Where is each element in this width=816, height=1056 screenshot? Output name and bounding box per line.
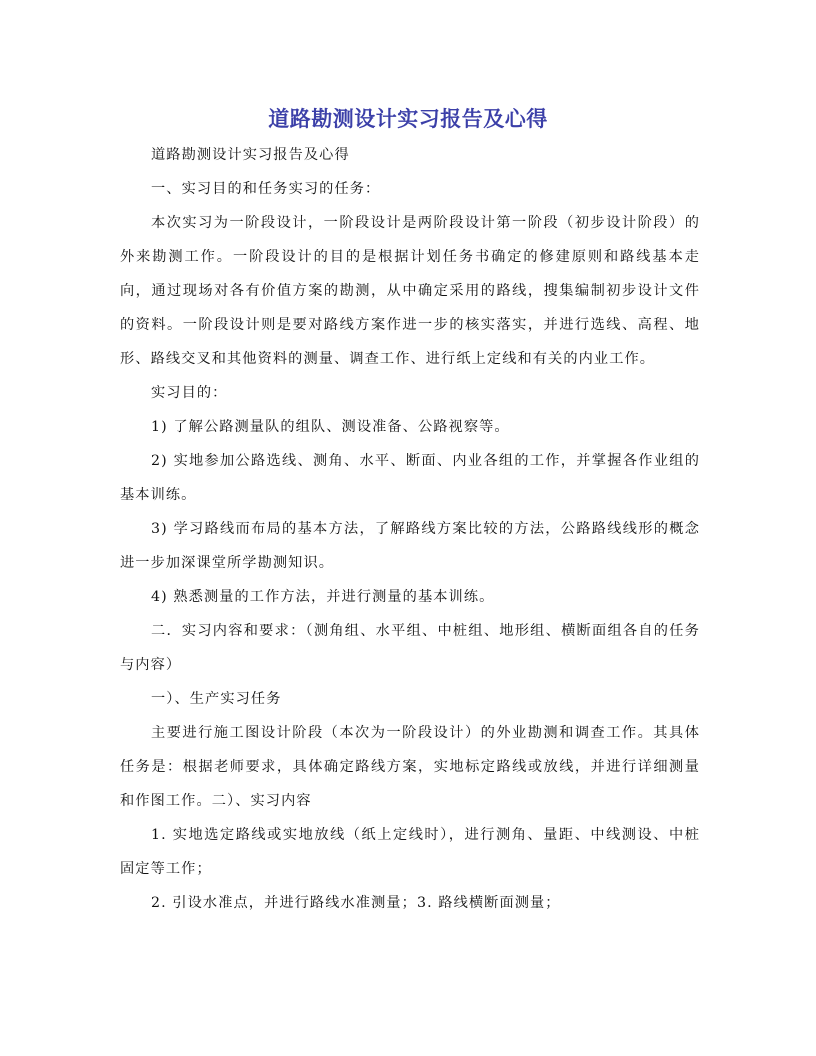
section-heading-content: 二．实习内容和要求：（测角组、水平组、中桩组、地形组、横断面组各自的任务与内容） (120, 623, 700, 673)
goal-item-4: 4) 熟悉测量的工作方法，并进行测量的基本训练。 (151, 589, 495, 605)
content-item-1: 1. 实地选定路线或实地放线（纸上定线时），进行测角、量距、中线测设、中桩固定等工作； (120, 827, 700, 877)
paragraph-tasks: 主要进行施工图设计阶段（本次为一阶段设计）的外业勘测和调查工作。其具体任务是：根据老师要求，具体确定路线方案，实地标定路线或放线，并进行详细测量和作图工作。二）、实习内容 (120, 725, 700, 809)
goal-item-2: 2) 实地参加公路选线、测角、水平、断面、内业各组的工作，并掌握各作业组的基本训练。 (120, 453, 700, 503)
content-item-2: 2. 引设水准点，并进行路线水准测量；3. 路线横断面测量； (151, 895, 561, 911)
document-body (120, 138, 700, 920)
goal-item-1: 1) 了解公路测量队的组队、测设准备、公路视察等。 (151, 419, 510, 435)
paragraph-overview: 本次实习为一阶段设计，一阶段设计是两阶段设计第一阶段（初步设计阶段）的外来勘测工作。一阶段设计的目的是根据计划任务书确定的修建原则和路线基本走向，通过现场对各有价值方案的勘测，从中确定采用的路线，搜集编制初步设计文件的资料。一阶段设计则是要对路线方案作进一步的核实落实，并进行选线、高程、地形、路线交叉和其他资料的测量、调查工作、进行纸上定线和有关的内业工作。 (120, 215, 700, 367)
heading-practice-goals: 实习目的： (151, 385, 228, 401)
goal-item-3: 3) 学习路线而布局的基本方法，了解路线方案比较的方法，公路路线线形的概念进一步加深课堂所学勘测知识。 (120, 521, 700, 571)
subtitle-paragraph: 道路勘测设计实习报告及心得 (151, 147, 350, 163)
document-title: 道路勘测设计实习报告及心得 (268, 106, 548, 131)
section-heading-purpose: 一、实习目的和任务实习的任务： (151, 181, 381, 197)
subheading-production-tasks: 一）、生产实习任务 (151, 691, 282, 707)
